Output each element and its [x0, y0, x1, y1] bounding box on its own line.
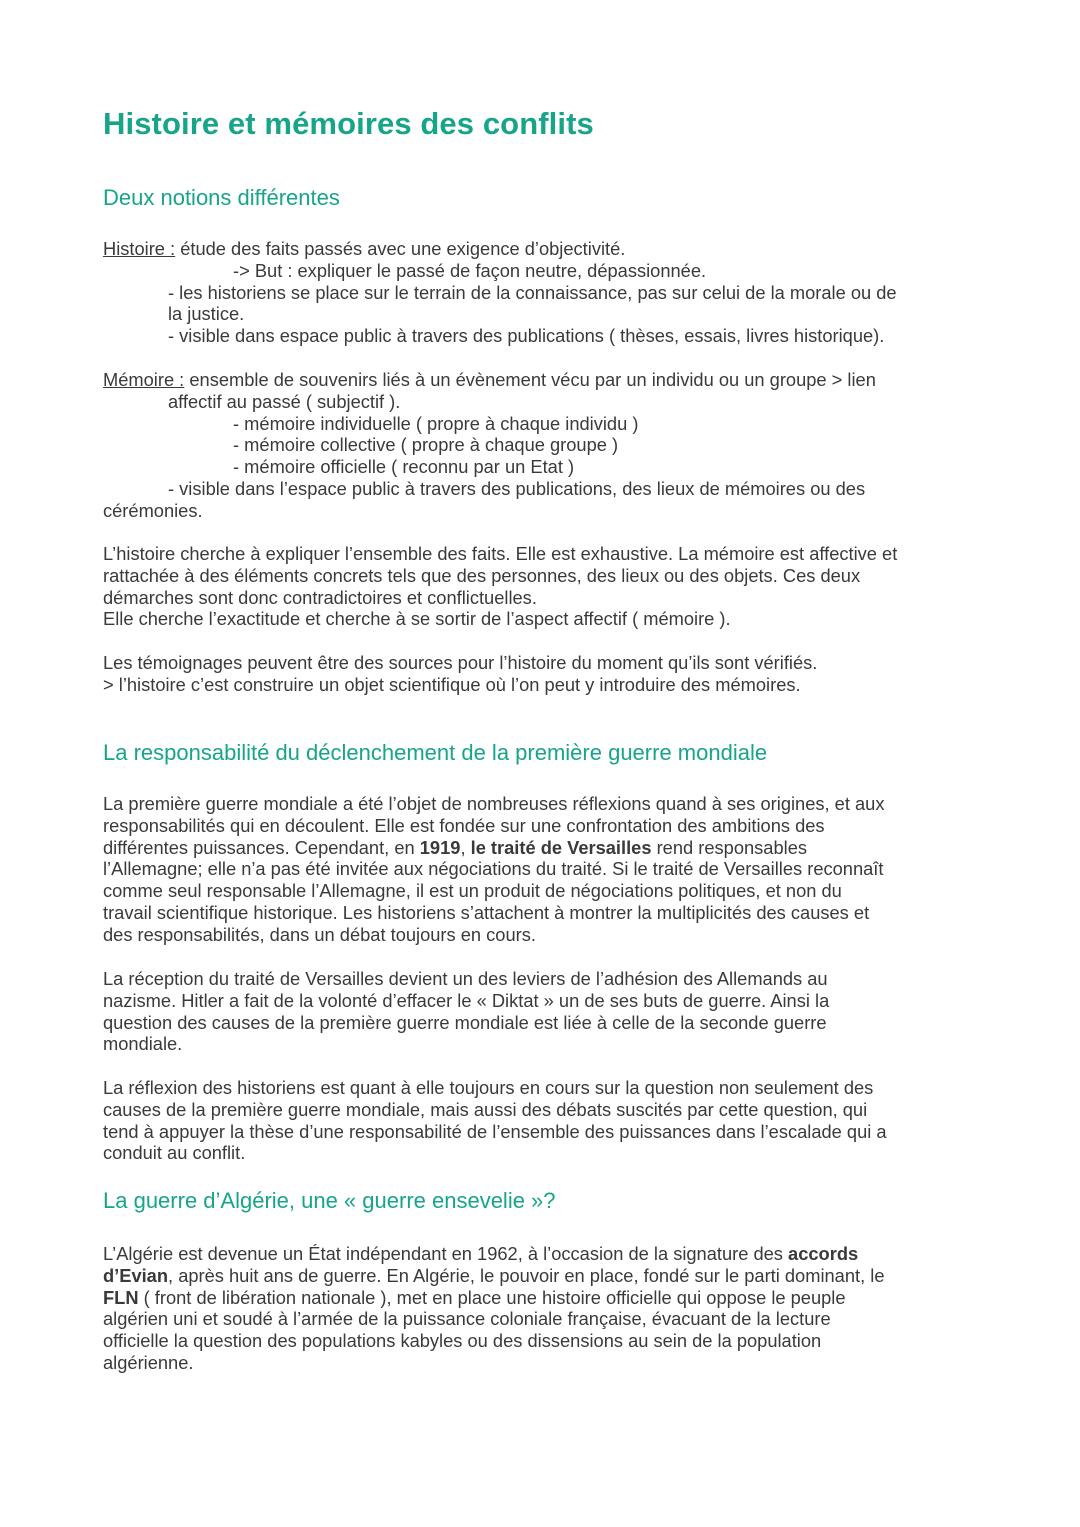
paragraph-line: différentes puissances. Cependant, en 1919, le traité de Versailles rend responsables [103, 836, 808, 858]
paragraph-line: conduit au conflit. [103, 1142, 246, 1164]
histoire-definition-block [103, 238, 983, 347]
histoire-bullet: - les historiens se place sur le terrain de la connaissance, pas sur celui de la morale ou de [168, 281, 897, 303]
paragraph-line: comme seul responsable l’Allemagne, il est un produit de négociations politiques, et non du [103, 880, 842, 902]
paragraph-line: d’Evian, après huit ans de guerre. En Algérie, le pouvoir en place, fondé sur le parti dominant, le [103, 1264, 885, 1286]
paragraph-line: des responsabilités, dans un débat toujours en cours. [103, 923, 536, 945]
paragraph-line: algérien uni et soudé à l’armée de la puissance coloniale française, évacuant de la lecture [103, 1308, 831, 1330]
histoire-goal: -> But : expliquer le passé de façon neutre, dépassionnée. [233, 259, 707, 281]
paragraph-line: mondiale. [103, 1033, 183, 1055]
memoire-type: - mémoire individuelle ( propre à chaque individu ) [233, 412, 639, 434]
paragraph-line: officielle la question des populations kabyles ou des dissensions au sein de la population [103, 1330, 822, 1352]
paragraph-line: rattachée à des éléments concrets tels que des personnes, des lieux ou des objets. Ces deux [103, 564, 861, 586]
accords-evian-1: accords [788, 1243, 859, 1264]
ww1-paragraph-1 [103, 793, 983, 946]
paragraph-line: L’histoire cherche à expliquer l’ensemble des faits. Elle est exhaustive. La mémoire est affective et [103, 543, 898, 564]
memoire-definition-block [103, 369, 983, 522]
paragraph-line: La réflexion des historiens est quant à elle toujours en cours sur la question non seulement des [103, 1077, 874, 1098]
memoire-definition: Mémoire : ensemble de souvenirs liés à un évènement vécu par un individu ou un groupe > lien [103, 369, 876, 390]
paragraph-line: algérienne. [103, 1351, 194, 1373]
paragraph-line: causes de la première guerre mondiale, mais aussi des débats suscités par cette question, qui [103, 1098, 868, 1120]
algerie-paragraph [103, 1243, 983, 1374]
section-heading-ww1: La responsabilité du déclenchement de la première guerre mondiale [103, 740, 768, 765]
paragraph-line: l’Allemagne; elle n’a pas été invitée aux négociations du traité. Si le traité de Versailles reconnaît [103, 858, 884, 880]
paragraph-line: démarches sont donc contradictoires et conflictuelles. [103, 586, 537, 608]
memoire-visible: - visible dans l’espace public à travers des publications, des lieux de mémoires ou des [168, 477, 866, 499]
temoignages-paragraph [103, 652, 983, 696]
ww1-paragraph-2 [103, 968, 983, 1055]
traite-versailles: le traité de Versailles [470, 836, 652, 858]
paragraph-line: FLN ( front de libération nationale ), met en place une histoire officielle qui oppose le peuple [103, 1286, 846, 1308]
histoire-bullet-cont: la justice. [168, 303, 245, 325]
date-1919: 1919 [419, 836, 461, 858]
paragraph-line: > l’histoire c’est construire un objet scientifique où l’on peut y introduire des mémoires. [103, 673, 801, 695]
histoire-term: Histoire : [103, 238, 176, 259]
paragraph-line: Les témoignages peuvent être des sources pour l’histoire du moment qu’ils sont vérifiés. [103, 652, 818, 673]
paragraph-line: travail scientifique historique. Les historiens s’attachent à montrer la multiplicités des causes et [103, 901, 870, 923]
histoire-definition: Histoire : étude des faits passés avec une exigence d’objectivité. [103, 238, 626, 259]
paragraph-line: La première guerre mondiale a été l’objet de nombreuses réflexions quand à ses origines, et aux [103, 793, 885, 814]
ww1-paragraph-3 [103, 1077, 983, 1164]
paragraph-line: L’Algérie est devenue un État indépendant en 1962, à l’occasion de la signature des accords [103, 1243, 859, 1264]
paragraph-line: Elle cherche l’exactitude et cherche à se sortir de l’aspect affectif ( mémoire ). [103, 608, 731, 630]
paragraph-line: responsabilités qui en découlent. Elle est fondée sur une confrontation des ambitions des [103, 814, 825, 836]
memoire-type: - mémoire officielle ( reconnu par un Etat ) [233, 456, 575, 478]
paragraph-line: tend à appuyer la thèse d’une responsabilité de l’ensemble des puissances dans l’escalade qui a [103, 1120, 887, 1142]
paragraph-line: question des causes de la première guerre mondiale est liée à celle de la seconde guerre [103, 1011, 827, 1033]
paragraph-line: La réception du traité de Versailles devient un des leviers de l’adhésion des Allemands au [103, 968, 828, 989]
section-heading-algerie: La guerre d’Algérie, une « guerre ensevelie »? [103, 1188, 556, 1213]
fln: FLN [103, 1286, 139, 1308]
histoire-bullet: - visible dans espace public à travers des publications ( thèses, essais, livres historique). [168, 325, 885, 347]
paragraph-line: nazisme. Hitler a fait de la volonté d’effacer le « Diktat » un de ses buts de guerre. Ainsi la [103, 989, 830, 1011]
page-title: Histoire et mémoires des conflits [103, 106, 594, 141]
memoire-definition-cont: affectif au passé ( subjectif ). [168, 390, 401, 412]
accords-evian-2: d’Evian [103, 1264, 169, 1286]
memoire-visible-cont: cérémonies. [103, 499, 203, 521]
memoire-type: - mémoire collective ( propre à chaque groupe ) [233, 434, 619, 456]
section-heading-notions: Deux notions différentes [103, 185, 340, 210]
memoire-term: Mémoire : [103, 369, 185, 390]
notions-paragraph [103, 543, 983, 630]
